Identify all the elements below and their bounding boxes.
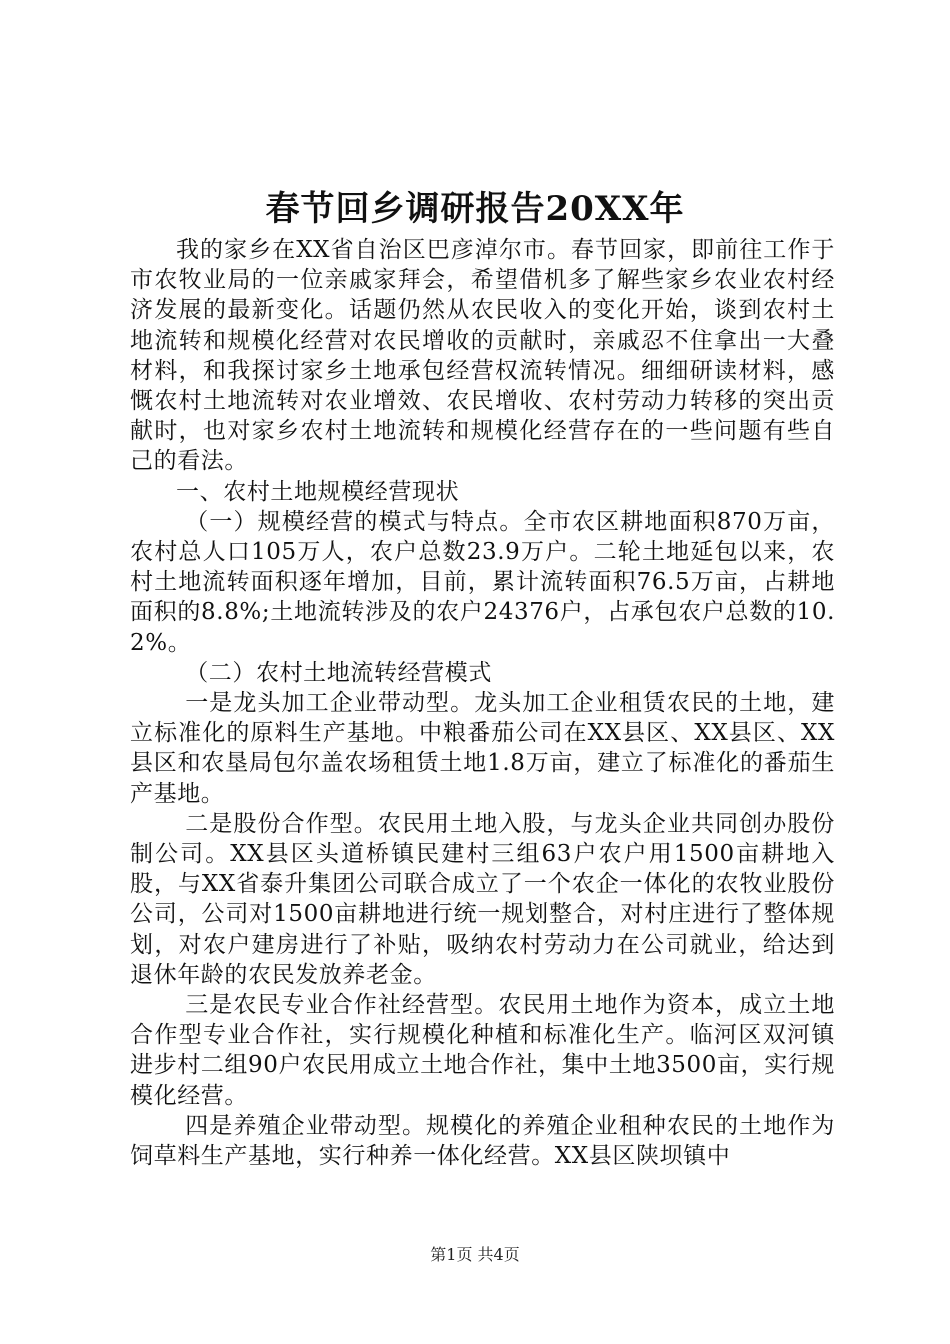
section-heading-1: 一、农村土地规模经营现状 <box>176 478 460 505</box>
paragraph-model-3: 三是农民专业合作社经营型。农民用土地作为资本，成立土地合作型专业合作社，实行规模化种植和标准化生产。临河区双河镇进步村二组90户农民用成立土地合作社，集中土地3500亩，实行规模化经营。 <box>130 992 835 1109</box>
subsection-2-heading: （二）农村土地流转经营模式 <box>185 659 492 686</box>
subsection-1: （一）规模经营的模式与特点。全市农区耕地面积870万亩，农村总人口105万人，农户总数23.9万户。二轮土地延包以来，农村土地流转面积逐年增加，目前，累计流转面积76.5万亩，占耕地面积的8.8%;土地流转涉及的农户24376户，占承包农户总数的10.2%。 <box>130 508 835 656</box>
paragraph-model-4: 四是养殖企业带动型。规模化的养殖企业租种农民的土地作为饲草料生产基地，实行种养一体化经营。XX县区陕坝镇中 <box>130 1112 835 1170</box>
document-title: 春节回乡调研报告20XX年 <box>265 189 685 229</box>
paragraph-model-2: 二是股份合作型。农民用土地入股，与龙头企业共同创办股份制公司。XX县区头道桥镇民建村三组63户农户用1500亩耕地入股，与XX省泰升集团公司联合成立了一个农企一体化的农牧业股份公司，公司对1500亩耕地进行统一规划整合，对村庄进行了整体规划，对农户建房进行了补贴，吸纳农村劳动力在公司就业，给达到退休年龄的农民发放养老金。 <box>130 810 835 988</box>
document-body <box>130 235 835 1171</box>
paragraph-model-1: 一是龙头加工企业带动型。龙头加工企业租赁农民的土地，建立标准化的原料生产基地。中粮番茄公司在XX县区、XX县区、XX县区和农垦局包尔盖农场租赁土地1.8万亩，建立了标准化的番茄生产基地。 <box>130 690 835 807</box>
page-footer: 第1页 共4页 <box>430 1245 520 1264</box>
paragraph-intro: 我的家乡在XX省自治区巴彦淖尔市。春节回家，即前往工作于市农牧业局的一位亲戚家拜会，希望借机多了解些家乡农业农村经济发展的最新变化。话题仍然从农民收入的变化开始，谈到农村土地流转和规模化经营对农民增收的贡献时，亲戚忍不住拿出一大叠材料，和我探讨家乡土地承包经营权流转情况。细细研读材料，感慨农村土地流转对农业增效、农民增收、农村劳动力转移的突出贡献时，也对家乡农村土地流转和规模化经营存在的一些问题有些自己的看法。 <box>130 237 835 475</box>
